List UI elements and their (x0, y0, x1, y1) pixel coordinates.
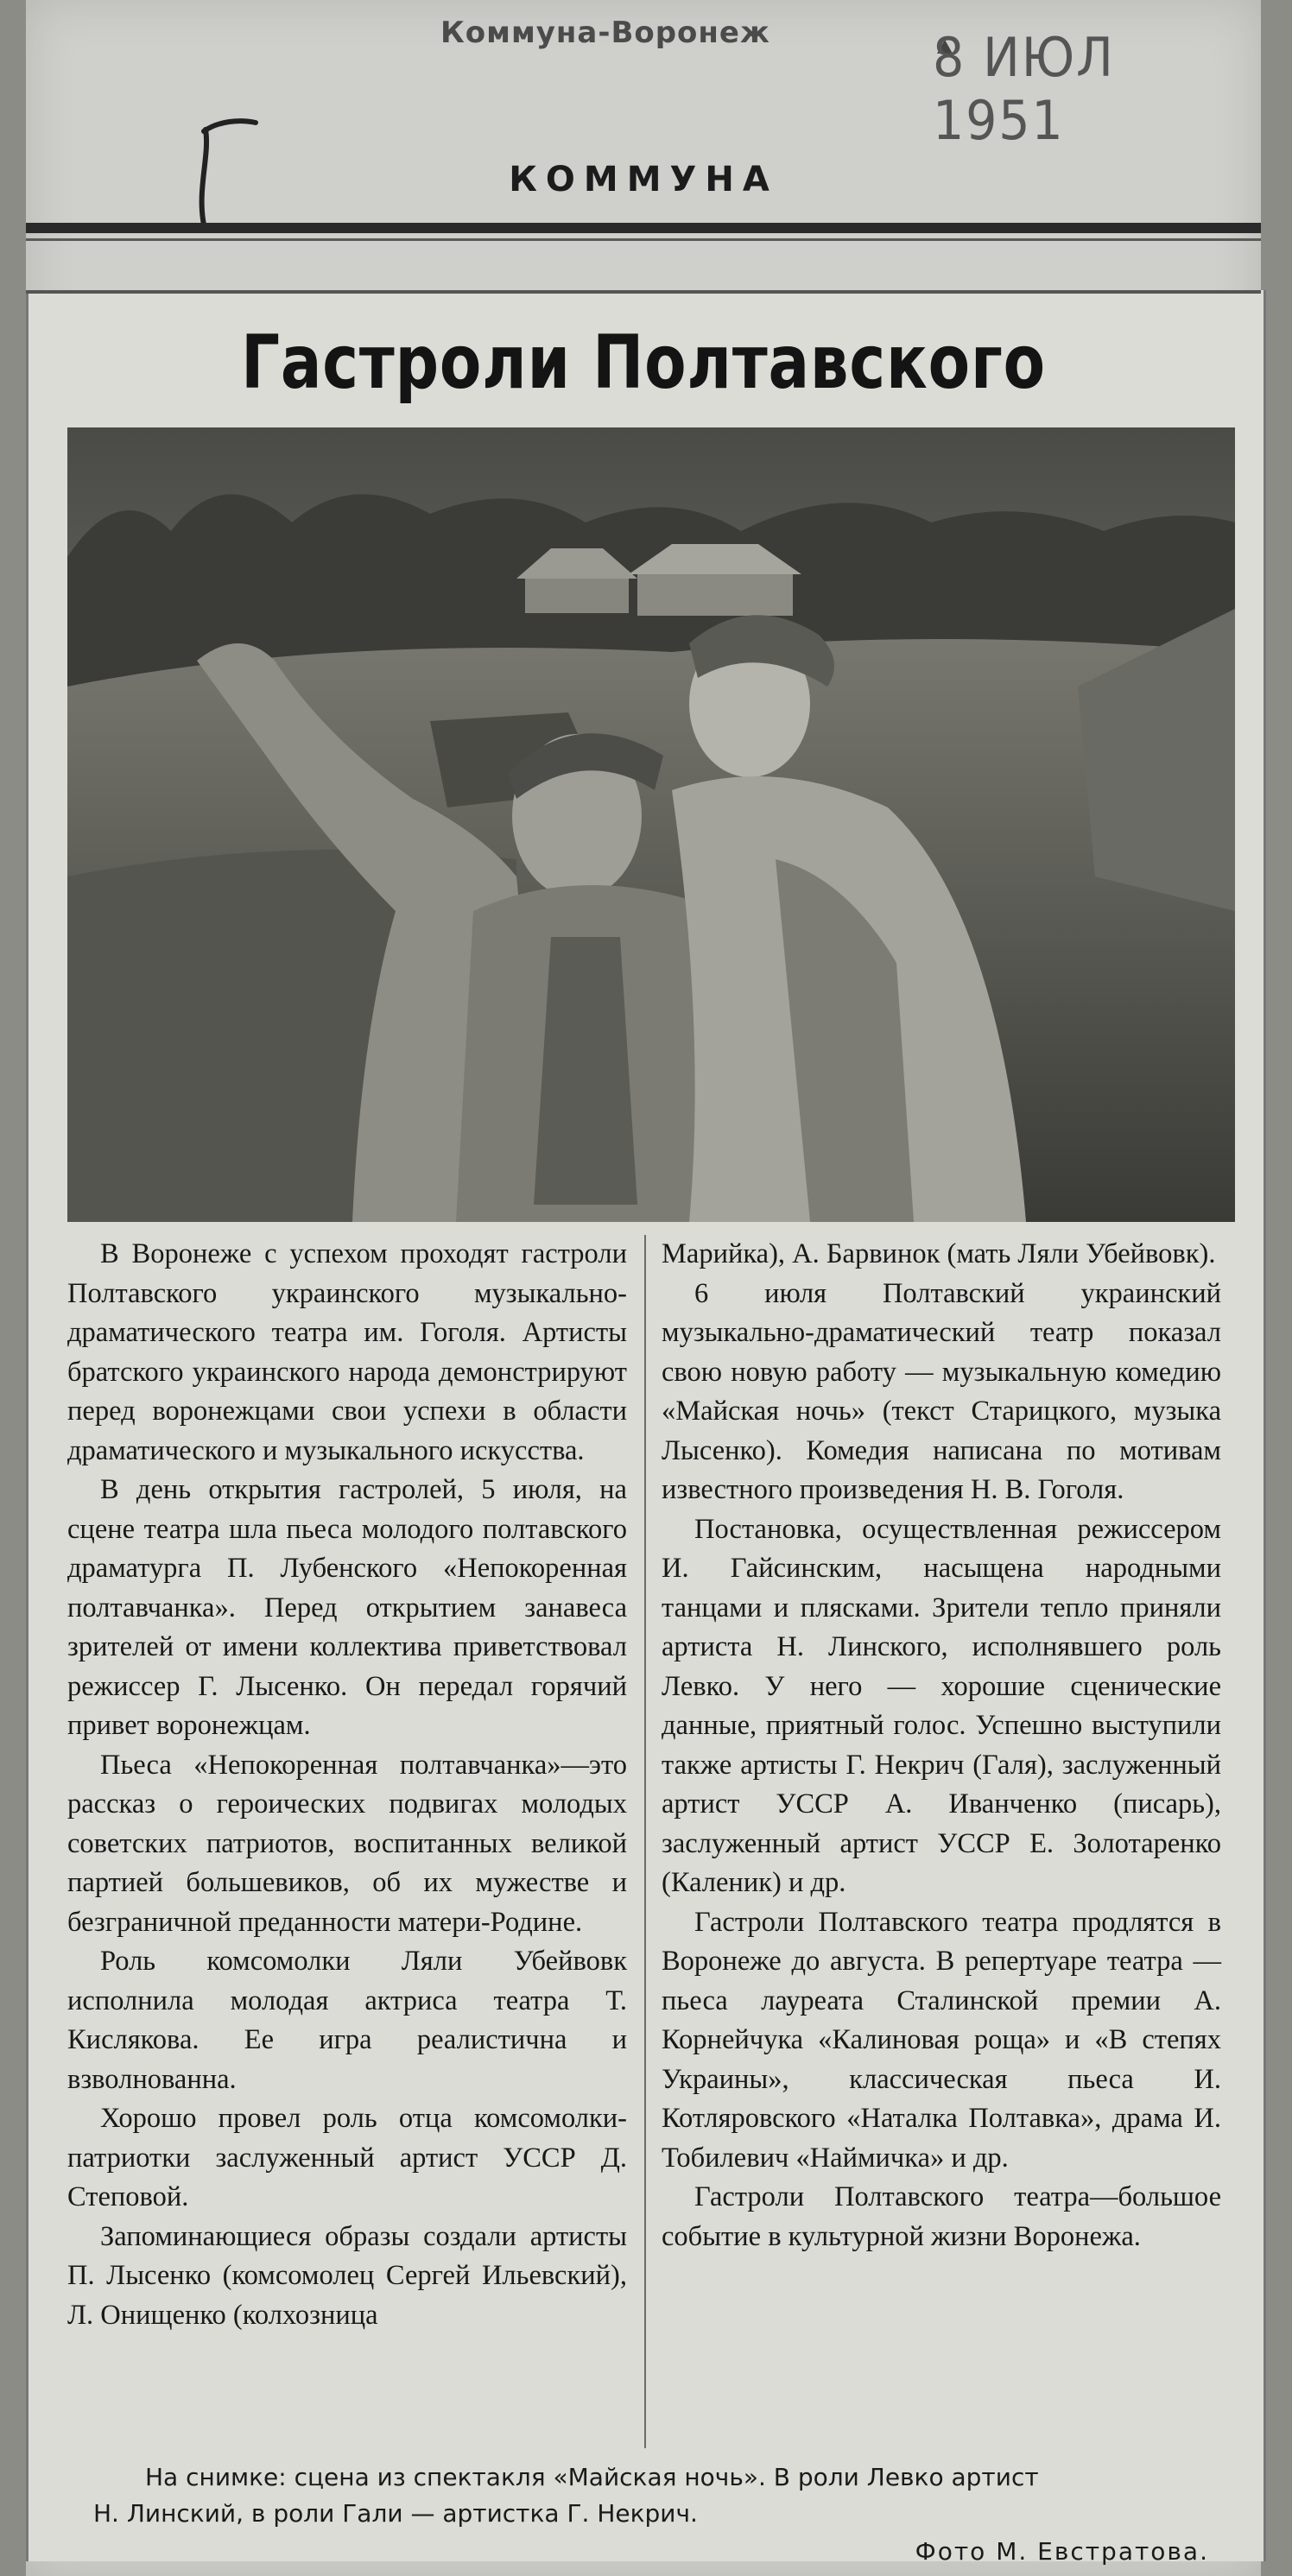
newspaper-masthead: КОММУНА (509, 160, 778, 199)
paragraph: В Воронеже с успехом проходят гастроли Полтавского украинского музыкально-драматического театра им. Гоголя. Артисты братского украинского народа демонстрируют перед воронежцами свои успехи в области драматического и музыкального искусства. (67, 1238, 627, 1466)
paragraph: Пьеса «Непокоренная полтавчанка»—это рассказ о героических подвигах молодых советских патриотов, воспитанных великой партией большевиков, об их мужестве и безграничной преданности матери-Родине. (67, 1749, 627, 1938)
date-stamp: 8 ИЮЛ 1951 (933, 26, 1115, 152)
left-column (67, 1235, 627, 2335)
paragraph: Запоминающиеся образы создали артисты П. Лысенко (комсомолец Сергей Ильевский), Л. Онищенко (колхозница (67, 2220, 627, 2331)
article-headline: Гастроли Полтавского (241, 320, 1046, 406)
paragraph: Роль комсомолки Ляли Убейвовк исполнила молодая актриса театра Т. Кислякова. Ее игра реалистична и взволнованна. (67, 1946, 627, 2095)
caption-line: На снимке: сцена из спектакля «Майская ночь». В роли Левко артист (145, 2463, 1039, 2491)
column-divider (644, 1235, 646, 2448)
paragraph: В день открытия гастролей, 5 июля, на сцене театра шла пьеса молодого полтавского драматурга П. Лубенского «Непокоренная полтавчанка». Перед открытием занавеса зрителей от имени коллектива приветствовал режиссер Г. Лысенко. Он передал горячий привет воронежцам. (67, 1474, 627, 1741)
mounting-card (26, 0, 1261, 2576)
paragraph: Постановка, осуществленная режиссером И. Гайсинским, насыщена народными танцами и плясками. Зрители тепло приняли артиста Н. Линского, исполнявшего роль Левко. У него — хорошие сценические данные, приятный голос. Успешно выступили также артисты Г. Некрич (Галя), заслуженный артист УССР А. Иванченко (писарь), заслуженный артист УССР Е. Золотаренко (Каленик) и др. (662, 1513, 1221, 1898)
paragraph: 6 июля Полтавский украинский музыкально-драматический театр показал свою новую работу — музыкальную комедию «Майская ночь» (текст Старицкого, музыка Лысенко). Комедия написана по мотивам известного произведения Н. В. Гоголя. (662, 1277, 1221, 1505)
article-body (67, 1235, 1235, 2461)
paragraph-continuation: Марийка), А. Барвинок (мать Ляли Убейвовк). (662, 1238, 1216, 1269)
photo-credit: Фото М. Евстратова. (915, 2537, 1209, 2566)
clipping-top-rule (26, 290, 1261, 294)
paragraph: Хорошо провел роль отца комсомолки-патриотки заслуженный артист УССР Д. Степовой. (67, 2103, 627, 2212)
paragraph: Гастроли Полтавского театра—большое событие в культурной жизни Воронежа. (662, 2181, 1221, 2252)
paragraph: Гастроли Полтавского театра продлятся в Воронеже до августа. В репертуаре театра — пьеса лауреата Сталинской премии А. Корнейчука «Калиновая роща» и «В степях Украины», классическая пьеса И. Котляровского «Наталка Полтавка», драма И. Тобилевич «Наймичка» и др. (662, 1906, 1221, 2174)
source-stamp: Коммуна-Воронеж (440, 16, 770, 50)
masthead-rule (26, 223, 1261, 233)
caption-line: Н. Линский, в роли Гали — артистка Г. Некрич. (93, 2499, 698, 2528)
masthead-rule-thin (26, 238, 1261, 241)
article-photo (67, 427, 1235, 1222)
right-column (662, 1235, 1221, 2256)
photo-caption (67, 2459, 1235, 2532)
